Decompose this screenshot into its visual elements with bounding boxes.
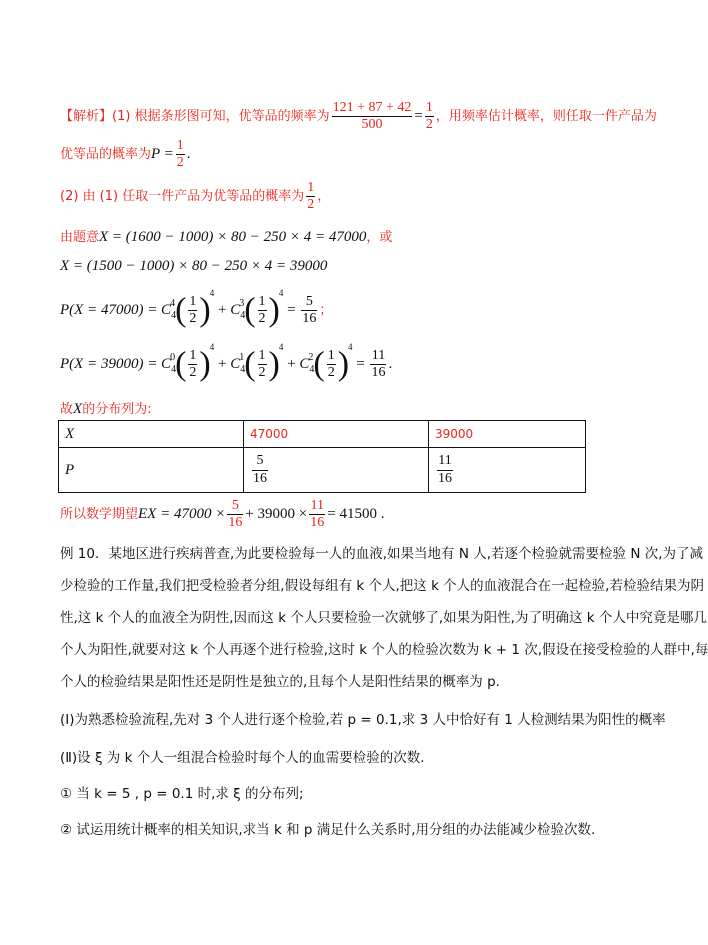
example-line-2: 少检验的工作量,我们把受检验者分组,假设每组有 k 个人,把这 k 个人的血液混合在一起检验,若检验结果为阴 <box>60 578 704 594</box>
solution-text: 优等品的概率为 <box>60 147 152 163</box>
math-expr: X <box>73 401 83 417</box>
table-cell: $\frac{5}{16}$ <box>244 448 429 493</box>
solution-text: 的分布列为: <box>82 402 152 417</box>
fraction: $\frac{1}{2}$ <box>176 138 184 171</box>
table-row <box>59 421 586 448</box>
solution-line-5 <box>60 258 327 275</box>
fraction: $\frac{11}{16}$ <box>371 347 386 380</box>
solution-text: ，或 <box>366 230 393 245</box>
question-1: (Ⅰ)为熟悉检验流程,先对 3 个人进行逐个检验,若 p = 0.1,求 3 人中恰好有 1 人检测结果为阳性的概率 <box>60 712 666 728</box>
solution-line-4 <box>60 226 392 246</box>
table-cell: X <box>59 421 244 448</box>
table-cell: 39000 <box>429 421 586 448</box>
question-2: (Ⅱ)设 ξ 为 k 个人一组混合检验时每个人的血需要检验的次数. <box>60 750 425 766</box>
math-expr: = 41500 . <box>327 506 385 523</box>
solution-text: 故 <box>60 402 74 417</box>
example-line-5: 个人的检验结果是阳性还是阴性是独立的,且每个人是阳性结果的概率为 p. <box>60 674 500 690</box>
question-2-part-2: ② 试运用统计概率的相关知识,求当 k 和 p 满足什么关系时,用分组的办法能减少检验次数. <box>60 822 596 838</box>
example-line-3: 性,这 k 个人的血液全为阴性,因而这 k 个人只要检验一次就够了,如果为阳性,为了明确这 k 个人中究竟是哪几 <box>60 610 707 626</box>
fraction: $\frac{5}{16}$ <box>302 293 317 326</box>
table-cell: 47000 <box>244 421 429 448</box>
fraction: $\frac{1}{2}$ <box>307 180 315 213</box>
math-expr: P = <box>151 146 174 163</box>
math-expr: EX = 47000 × <box>138 506 226 523</box>
solution-line-6: $P(X = 47000) = C_4^4$( $\frac{1}{2}$ )$^4 + C_4^3$( $\frac{1}{2}$ )$^4$ = $\frac{5}{16}$ ； <box>60 288 333 329</box>
table-cell: P <box>59 448 244 493</box>
solution-line-7: $P(X = 39000) = C_4^0$( $\frac{1}{2}$ )$^4 + C_4^1$( $\frac{1}{2}$ )$^4 + C_4^2$( $\frac{1}{2}$ )$^4$ = $\frac{11}{16}$ . <box>60 342 393 383</box>
fraction: $\frac{121 + 87 + 42}{500}$ <box>332 100 412 133</box>
math-expr: X = (1600 − 1000) × 80 − 250 × 4 = 47000 <box>99 229 367 245</box>
math-expr: P(X = 47000) = C <box>60 302 172 318</box>
analysis-tag: 【解析】 <box>60 109 113 125</box>
solution-text: ，用频率估计概率，则任取一件产品为 <box>435 109 657 125</box>
solution-line-8 <box>60 398 152 418</box>
expectation-line: 所以数学期望EX = 47000 × $\frac{5}{16}$ + 39000 × $\frac{11}{16}$ = 41500 . <box>60 498 385 531</box>
fraction: $\frac{1}{2}$ <box>425 100 433 133</box>
solution-text: 所以数学期望 <box>60 507 139 523</box>
solution-text: (1) 根据条形图可知，优等品的频率为 <box>112 109 330 125</box>
math-expr: X = (1500 − 1000) × 80 − 250 × 4 = 39000 <box>60 258 328 274</box>
solution-line-1: 【解析】(1) 根据条形图可知，优等品的频率为 $\frac{121 + 87 + 42}{500}$ = $\frac{1}{2}$ ，用频率估计概率，则任取一件产品为 <box>60 100 657 133</box>
math-expr: + 39000 × <box>245 506 308 523</box>
solution-line-2: 优等品的概率为P = $\frac{1}{2}$ . <box>60 138 191 171</box>
solution-text: (2) 由 (1) 任取一件产品为优等品的概率为 <box>60 189 305 205</box>
solution-text: 由题意 <box>60 230 100 245</box>
solution-line-3: (2) 由 (1) 任取一件产品为优等品的概率为 $\frac{1}{2}$ ， <box>60 180 331 213</box>
distribution-table <box>58 420 586 493</box>
example-line-1: 例 10．某地区进行疾病普查,为此要检验每一人的血液,如果当地有 N 人,若逐个检验就需要检验 N 次,为了减 <box>60 546 703 562</box>
table-cell: $\frac{11}{16}$ <box>429 448 586 493</box>
example-line-4: 个人为阳性,就要对这 k 个人再逐个进行检验,这时 k 个人的检验次数为 k + 1 次,假设在接受检验的人群中,每 <box>60 642 708 658</box>
question-2-part-1: ① 当 k = 5 , p = 0.1 时,求 ξ 的分布列; <box>60 786 304 802</box>
table-row <box>59 448 586 493</box>
math-expr: P(X = 39000) = C <box>60 356 172 372</box>
